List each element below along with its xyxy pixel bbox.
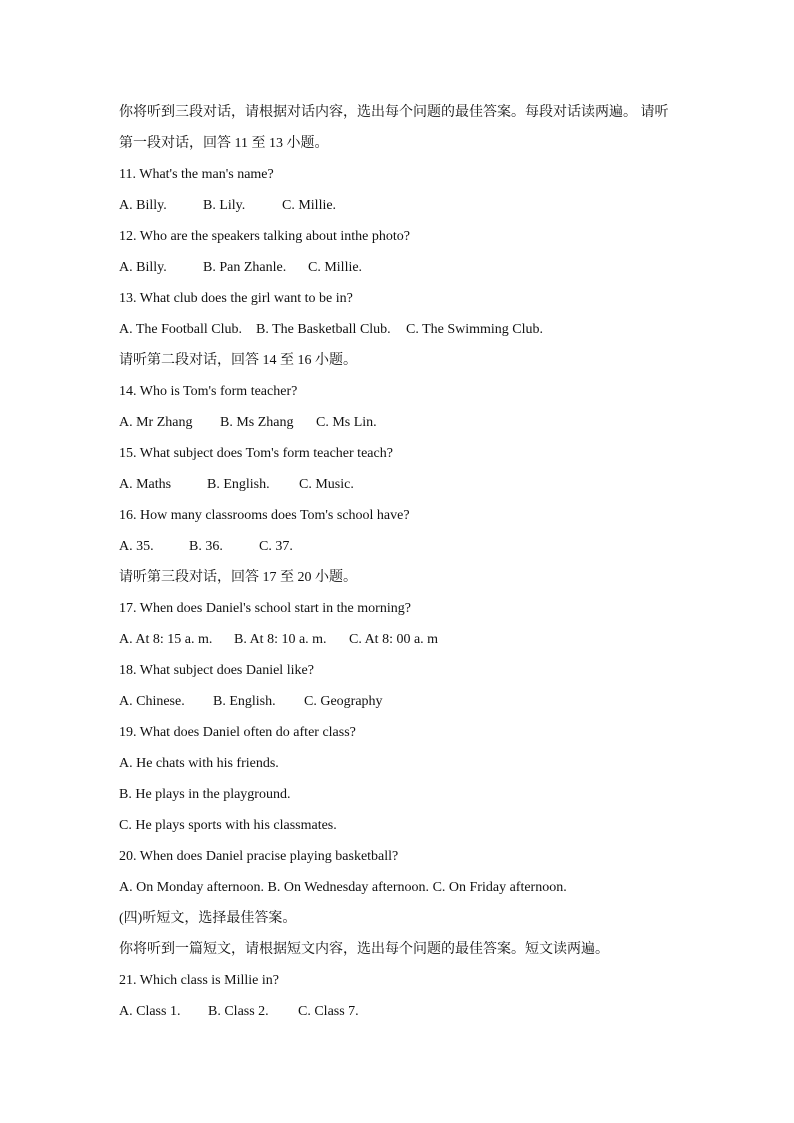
question-16: 16. How many classrooms does Tom's school have?	[119, 508, 410, 523]
option-b: B. The Basketball Club.	[256, 322, 391, 337]
option-b: B. Ms Zhang	[220, 415, 294, 430]
question-14: 14. Who is Tom's form teacher?	[119, 384, 298, 399]
option-b: B. Pan Zhanle.	[203, 260, 287, 275]
option-c: C. Millie.	[282, 198, 337, 213]
option-c: C. Millie.	[308, 260, 363, 275]
option-a: A. Billy.	[119, 260, 167, 275]
option-c: C. On Friday afternoon.	[432, 880, 567, 895]
option-a: A. On Monday afternoon.	[119, 880, 265, 895]
option-c: C. Ms Lin.	[316, 415, 377, 430]
question-17: 17. When does Daniel's school start in the morning?	[119, 601, 411, 616]
option-c: C. Geography	[304, 694, 383, 709]
question-11: 11. What's the man's name?	[119, 167, 274, 182]
option-c: C. Music.	[299, 477, 354, 492]
intro-line-1: 你将听到三段对话，请根据对话内容，选出每个问题的最佳答案。每段对话读两遍。 请听	[119, 105, 669, 120]
section-3-heading: 请听第三段对话，回答 17 至 20 小题。	[119, 570, 357, 585]
section-2-heading: 请听第二段对话，回答 14 至 16 小题。	[119, 353, 357, 368]
part-4-heading: (四)听短文，选择最佳答案。	[119, 911, 297, 926]
option-a: A. Chinese.	[119, 694, 185, 709]
question-17-options	[119, 627, 689, 658]
option-a: A. Class 1.	[119, 1004, 181, 1019]
question-12: 12. Who are the speakers talking about inthe photo?	[119, 229, 410, 244]
option-a: A. Maths	[119, 477, 172, 492]
question-11-options	[119, 193, 689, 224]
question-21-options	[119, 999, 689, 1030]
question-18: 18. What subject does Daniel like?	[119, 663, 314, 678]
question-19-option-c: C. He plays sports with his classmates.	[119, 818, 337, 833]
option-c: C. Class 7.	[298, 1004, 359, 1019]
question-13: 13. What club does the girl want to be in?	[119, 291, 353, 306]
option-b: B. English.	[213, 694, 276, 709]
question-19-option-a: A. He chats with his friends.	[119, 756, 279, 771]
option-b: B. 36.	[189, 539, 223, 554]
part-4-instruction: 你将听到一篇短文，请根据短文内容，选出每个问题的最佳答案。短文读两遍。	[119, 942, 609, 957]
question-15-options	[119, 472, 689, 503]
option-b: B. English.	[207, 477, 270, 492]
question-13-options	[119, 317, 689, 348]
option-a: A. Mr Zhang	[119, 415, 193, 430]
option-a: A. 35.	[119, 539, 154, 554]
question-20: 20. When does Daniel pracise playing basketball?	[119, 849, 399, 864]
question-12-options	[119, 255, 689, 286]
question-14-options	[119, 410, 689, 441]
question-19-option-b: B. He plays in the playground.	[119, 787, 291, 802]
intro-line-2: 第一段对话，回答 11 至 13 小题。	[119, 136, 329, 151]
option-b: B. On Wednesday afternoon.	[267, 880, 430, 895]
listening-section	[119, 100, 689, 1030]
option-a: A. At 8: 15 a. m.	[119, 632, 213, 647]
question-20-options	[119, 875, 689, 906]
option-c: C. The Swimming Club.	[406, 322, 544, 337]
option-b: B. At 8: 10 a. m.	[234, 632, 327, 647]
question-15: 15. What subject does Tom's form teacher teach?	[119, 446, 393, 461]
question-21: 21. Which class is Millie in?	[119, 973, 279, 988]
option-c: C. At 8: 00 a. m	[349, 632, 439, 647]
option-c: C. 37.	[259, 539, 293, 554]
option-a: A. Billy.	[119, 198, 167, 213]
option-b: B. Class 2.	[208, 1004, 269, 1019]
question-16-options	[119, 534, 689, 565]
question-19: 19. What does Daniel often do after class?	[119, 725, 356, 740]
option-a: A. The Football Club.	[119, 322, 243, 337]
option-b: B. Lily.	[203, 198, 246, 213]
question-18-options	[119, 689, 689, 720]
